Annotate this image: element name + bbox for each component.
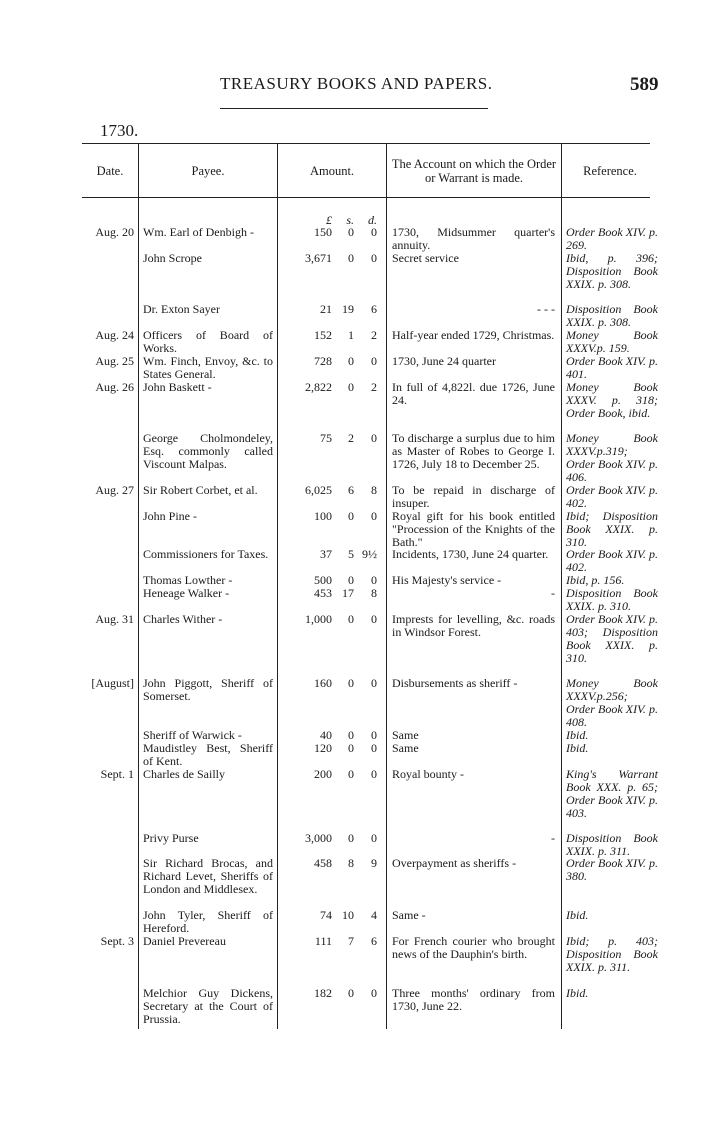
row-account: For French courier who brought news of the Dauphin's birth. — [392, 934, 555, 961]
row-account: Same - — [392, 908, 426, 922]
row-account: Same — [392, 741, 419, 755]
row-account: 1730, Midsummer quarter's annuity. — [392, 225, 555, 252]
row-reference: Ibid, p. 156. — [566, 573, 625, 587]
amount-pence: 2 — [371, 380, 377, 394]
amount-shillings: 7 — [348, 934, 354, 948]
row-account: To discharge a surplus due to him as Master of Robes to George I. 1726, July 18 to December 25. — [392, 431, 555, 471]
row-payee: Maudistley Best, Sheriff of Kent. — [143, 741, 273, 768]
row-payee: John Baskett - — [143, 380, 212, 394]
row-reference: Ibid. — [566, 986, 589, 1000]
amount-shillings: 5 — [348, 547, 354, 561]
row-account: Same — [392, 728, 419, 742]
amount-shillings: 0 — [348, 573, 354, 587]
amount-shillings: 0 — [348, 741, 354, 755]
amount-pence: 8 — [371, 586, 377, 600]
row-account: - - - — [537, 302, 555, 316]
amount-shillings: 0 — [348, 986, 354, 1000]
row-account: Overpayment as sheriffs - — [392, 856, 517, 870]
pence-label: d. — [368, 213, 377, 227]
row-payee: Charles Wither - — [143, 612, 223, 626]
row-reference: Order Book XIV. p. 402. — [566, 483, 658, 510]
row-payee: George Cholmondeley, Esq. commonly called Viscount Malpas. — [143, 431, 273, 471]
row-account: Secret service — [392, 251, 459, 265]
running-head — [0, 74, 720, 98]
amount-pounds: 6,025 — [305, 483, 332, 497]
amount-pounds: 200 — [314, 767, 332, 781]
amount-pence: 4 — [371, 908, 377, 922]
header-amount: Amount. — [309, 164, 355, 178]
header-payee: Payee. — [191, 164, 225, 178]
amount-shillings: 0 — [348, 728, 354, 742]
row-payee: John Pine - — [143, 509, 197, 523]
pounds-label: £ — [326, 213, 332, 227]
row-account: Incidents, 1730, June 24 quarter. — [392, 547, 549, 561]
amount-pounds: 458 — [314, 856, 332, 870]
amount-pence: 6 — [371, 302, 377, 316]
amount-pounds: 3,671 — [305, 251, 332, 265]
amount-pence: 0 — [371, 573, 377, 587]
column-divider — [138, 143, 139, 1029]
row-payee: Commissioners for Taxes. — [143, 547, 269, 561]
amount-shillings: 17 — [342, 586, 354, 600]
amount-pounds: 111 — [314, 934, 332, 948]
row-account: Royal bounty - — [392, 767, 464, 781]
row-account: - — [551, 586, 555, 600]
column-divider — [386, 143, 387, 1029]
row-date: Sept. 1 — [100, 767, 134, 781]
row-account: Half-year ended 1729, Christmas. — [392, 328, 555, 342]
amount-shillings: 0 — [348, 676, 354, 690]
row-payee: Dr. Exton Sayer — [143, 302, 220, 316]
amount-pence: 6 — [371, 934, 377, 948]
row-date: Aug. 24 — [95, 328, 134, 342]
amount-pounds: 120 — [314, 741, 332, 755]
row-payee: Sir Richard Brocas, and Richard Levet, Sheriffs of London and Middlesex. — [143, 856, 273, 896]
row-payee: Charles de Sailly — [143, 767, 225, 781]
amount-pounds: 2,822 — [305, 380, 332, 394]
row-payee: Melchior Guy Dickens, Secretary at the Court of Prussia. — [143, 986, 273, 1026]
amount-pence: 0 — [371, 431, 377, 445]
row-reference: Money Book XXXV. p. 318; Order Book, ibid. — [566, 380, 658, 420]
column-divider — [277, 143, 278, 1029]
page-title: TREASURY BOOKS AND PAPERS. — [220, 74, 493, 93]
row-payee: John Tyler, Sheriff of Hereford. — [143, 908, 273, 935]
amount-shillings: 10 — [342, 908, 354, 922]
amount-pence: 0 — [371, 767, 377, 781]
amount-pounds: 1,000 — [305, 612, 332, 626]
amount-pounds: 100 — [314, 509, 332, 523]
row-reference: Ibid; p. 403; Disposition Book XXIX. p. 311. — [566, 934, 658, 974]
row-account: Three months' ordinary from 1730, June 22. — [392, 986, 555, 1013]
row-account: To be repaid in discharge of insuper. — [392, 483, 555, 510]
row-account: Disbursements as sheriff - — [392, 676, 518, 690]
amount-shillings: 0 — [348, 612, 354, 626]
amount-pence: 0 — [371, 354, 377, 368]
amount-pounds: 152 — [314, 328, 332, 342]
row-reference: Order Book XIV. p. 403; Disposition Book XXIX. p. 310. — [566, 612, 658, 665]
row-reference: Disposition Book XXIX. p. 310. — [566, 586, 658, 613]
row-reference: Disposition Book XXIX. p. 311. — [566, 831, 658, 858]
amount-pence: 8 — [371, 483, 377, 497]
row-payee: John Scrope — [143, 251, 202, 265]
amount-pence: 0 — [371, 225, 377, 239]
row-reference: Ibid. — [566, 741, 589, 755]
amount-shillings: 8 — [348, 856, 354, 870]
amount-pounds: 160 — [314, 676, 332, 690]
row-payee: Sir Robert Corbet, et al. — [143, 483, 258, 497]
amount-pence: 0 — [371, 741, 377, 755]
row-payee: Heneage Walker - — [143, 586, 230, 600]
amount-shillings: 0 — [348, 380, 354, 394]
amount-pounds: 21 — [320, 302, 332, 316]
amount-pence: 9½ — [362, 547, 377, 561]
amount-shillings: 0 — [348, 509, 354, 523]
row-payee: Sheriff of Warwick - — [143, 728, 242, 742]
amount-pence: 0 — [371, 612, 377, 626]
row-reference: Disposition Book XXIX. p. 308. — [566, 302, 658, 329]
row-account: 1730, June 24 quarter — [392, 354, 496, 368]
amount-pounds: 453 — [314, 586, 332, 600]
amount-pence: 0 — [371, 728, 377, 742]
amount-shillings: 1 — [348, 328, 354, 342]
row-date: Sept. 3 — [100, 934, 134, 948]
amount-shillings: 0 — [348, 225, 354, 239]
header-bottom-rule — [82, 197, 650, 198]
amount-pounds: 75 — [320, 431, 332, 445]
amount-pence: 0 — [371, 676, 377, 690]
amount-shillings: 6 — [348, 483, 354, 497]
row-reference: Order Book XIV. p. 269. — [566, 225, 658, 252]
row-account: Imprests for levelling, &c. roads in Windsor Forest. — [392, 612, 555, 639]
amount-pounds: 500 — [314, 573, 332, 587]
header-date: Date. — [96, 164, 124, 178]
amount-shillings: 0 — [348, 767, 354, 781]
amount-pence: 9 — [371, 856, 377, 870]
column-divider — [561, 143, 562, 1029]
row-reference: Ibid. — [566, 728, 589, 742]
amount-pence: 0 — [371, 986, 377, 1000]
row-reference: Ibid. — [566, 908, 589, 922]
row-date: Aug. 27 — [95, 483, 134, 497]
row-date: Aug. 31 — [95, 612, 134, 626]
row-date: [August] — [91, 676, 134, 690]
amount-pence: 0 — [371, 831, 377, 845]
page-number: 589 — [630, 74, 659, 95]
row-date: Aug. 25 — [95, 354, 134, 368]
year-label: 1730. — [100, 121, 139, 140]
table-top-rule — [82, 143, 650, 144]
amount-shillings: 19 — [342, 302, 354, 316]
row-reference: Order Book XIV. p. 380. — [566, 856, 658, 883]
row-payee: Wm. Earl of Denbigh - — [143, 225, 254, 239]
amount-pence: 0 — [371, 251, 377, 265]
amount-pounds: 150 — [314, 225, 332, 239]
amount-pounds: 74 — [320, 908, 332, 922]
row-account: Royal gift for his book entitled "Procession of the Knights of the Bath." — [392, 509, 555, 549]
amount-pence: 0 — [371, 509, 377, 523]
amount-pounds: 182 — [314, 986, 332, 1000]
row-reference: Ibid, p. 396; Disposition Book XXIX. p. 308. — [566, 251, 658, 291]
row-payee: Privy Purse — [143, 831, 199, 845]
amount-pounds: 728 — [314, 354, 332, 368]
shillings-label: s. — [346, 213, 354, 227]
row-account: - — [551, 831, 555, 845]
amount-pence: 2 — [371, 328, 377, 342]
row-reference: Ibid; Disposition Book XXIX. p. 310. — [566, 509, 658, 549]
amount-pounds: 37 — [320, 547, 332, 561]
row-reference: Money Book XXXV.p.319; Order Book XIV. p. 406. — [566, 431, 658, 484]
row-reference: Money Book XXXV.p. 159. — [566, 328, 658, 355]
header-account: The Account on which the Order or Warrant is made. — [391, 157, 557, 185]
row-reference: Order Book XIV. p. 401. — [566, 354, 658, 381]
row-payee: Daniel Prevereau — [143, 934, 226, 948]
row-payee: Officers of Board of Works. — [143, 328, 273, 355]
row-payee: Thomas Lowther - — [143, 573, 233, 587]
row-payee: John Piggott, Sheriff of Somerset. — [143, 676, 273, 703]
amount-shillings: 2 — [348, 431, 354, 445]
row-payee: Wm. Finch, Envoy, &c. to States General. — [143, 354, 273, 381]
row-account: In full of 4,822l. due 1726, June 24. — [392, 380, 555, 407]
amount-shillings: 0 — [348, 831, 354, 845]
amount-shillings: 0 — [348, 354, 354, 368]
amount-pounds: 3,000 — [305, 831, 332, 845]
row-date: Aug. 20 — [95, 225, 134, 239]
amount-shillings: 0 — [348, 251, 354, 265]
row-reference: Order Book XIV. p. 402. — [566, 547, 658, 574]
row-reference: Money Book XXXV.p.256; Order Book XIV. p. 408. — [566, 676, 658, 729]
row-account: His Majesty's service - — [392, 573, 502, 587]
amount-pounds: 40 — [320, 728, 332, 742]
row-reference: King's Warrant Book XXX. p. 65; Order Book XIV. p. 403. — [566, 767, 658, 820]
row-date: Aug. 26 — [95, 380, 134, 394]
header-reference: Reference. — [583, 164, 637, 178]
header-rule — [220, 108, 488, 109]
